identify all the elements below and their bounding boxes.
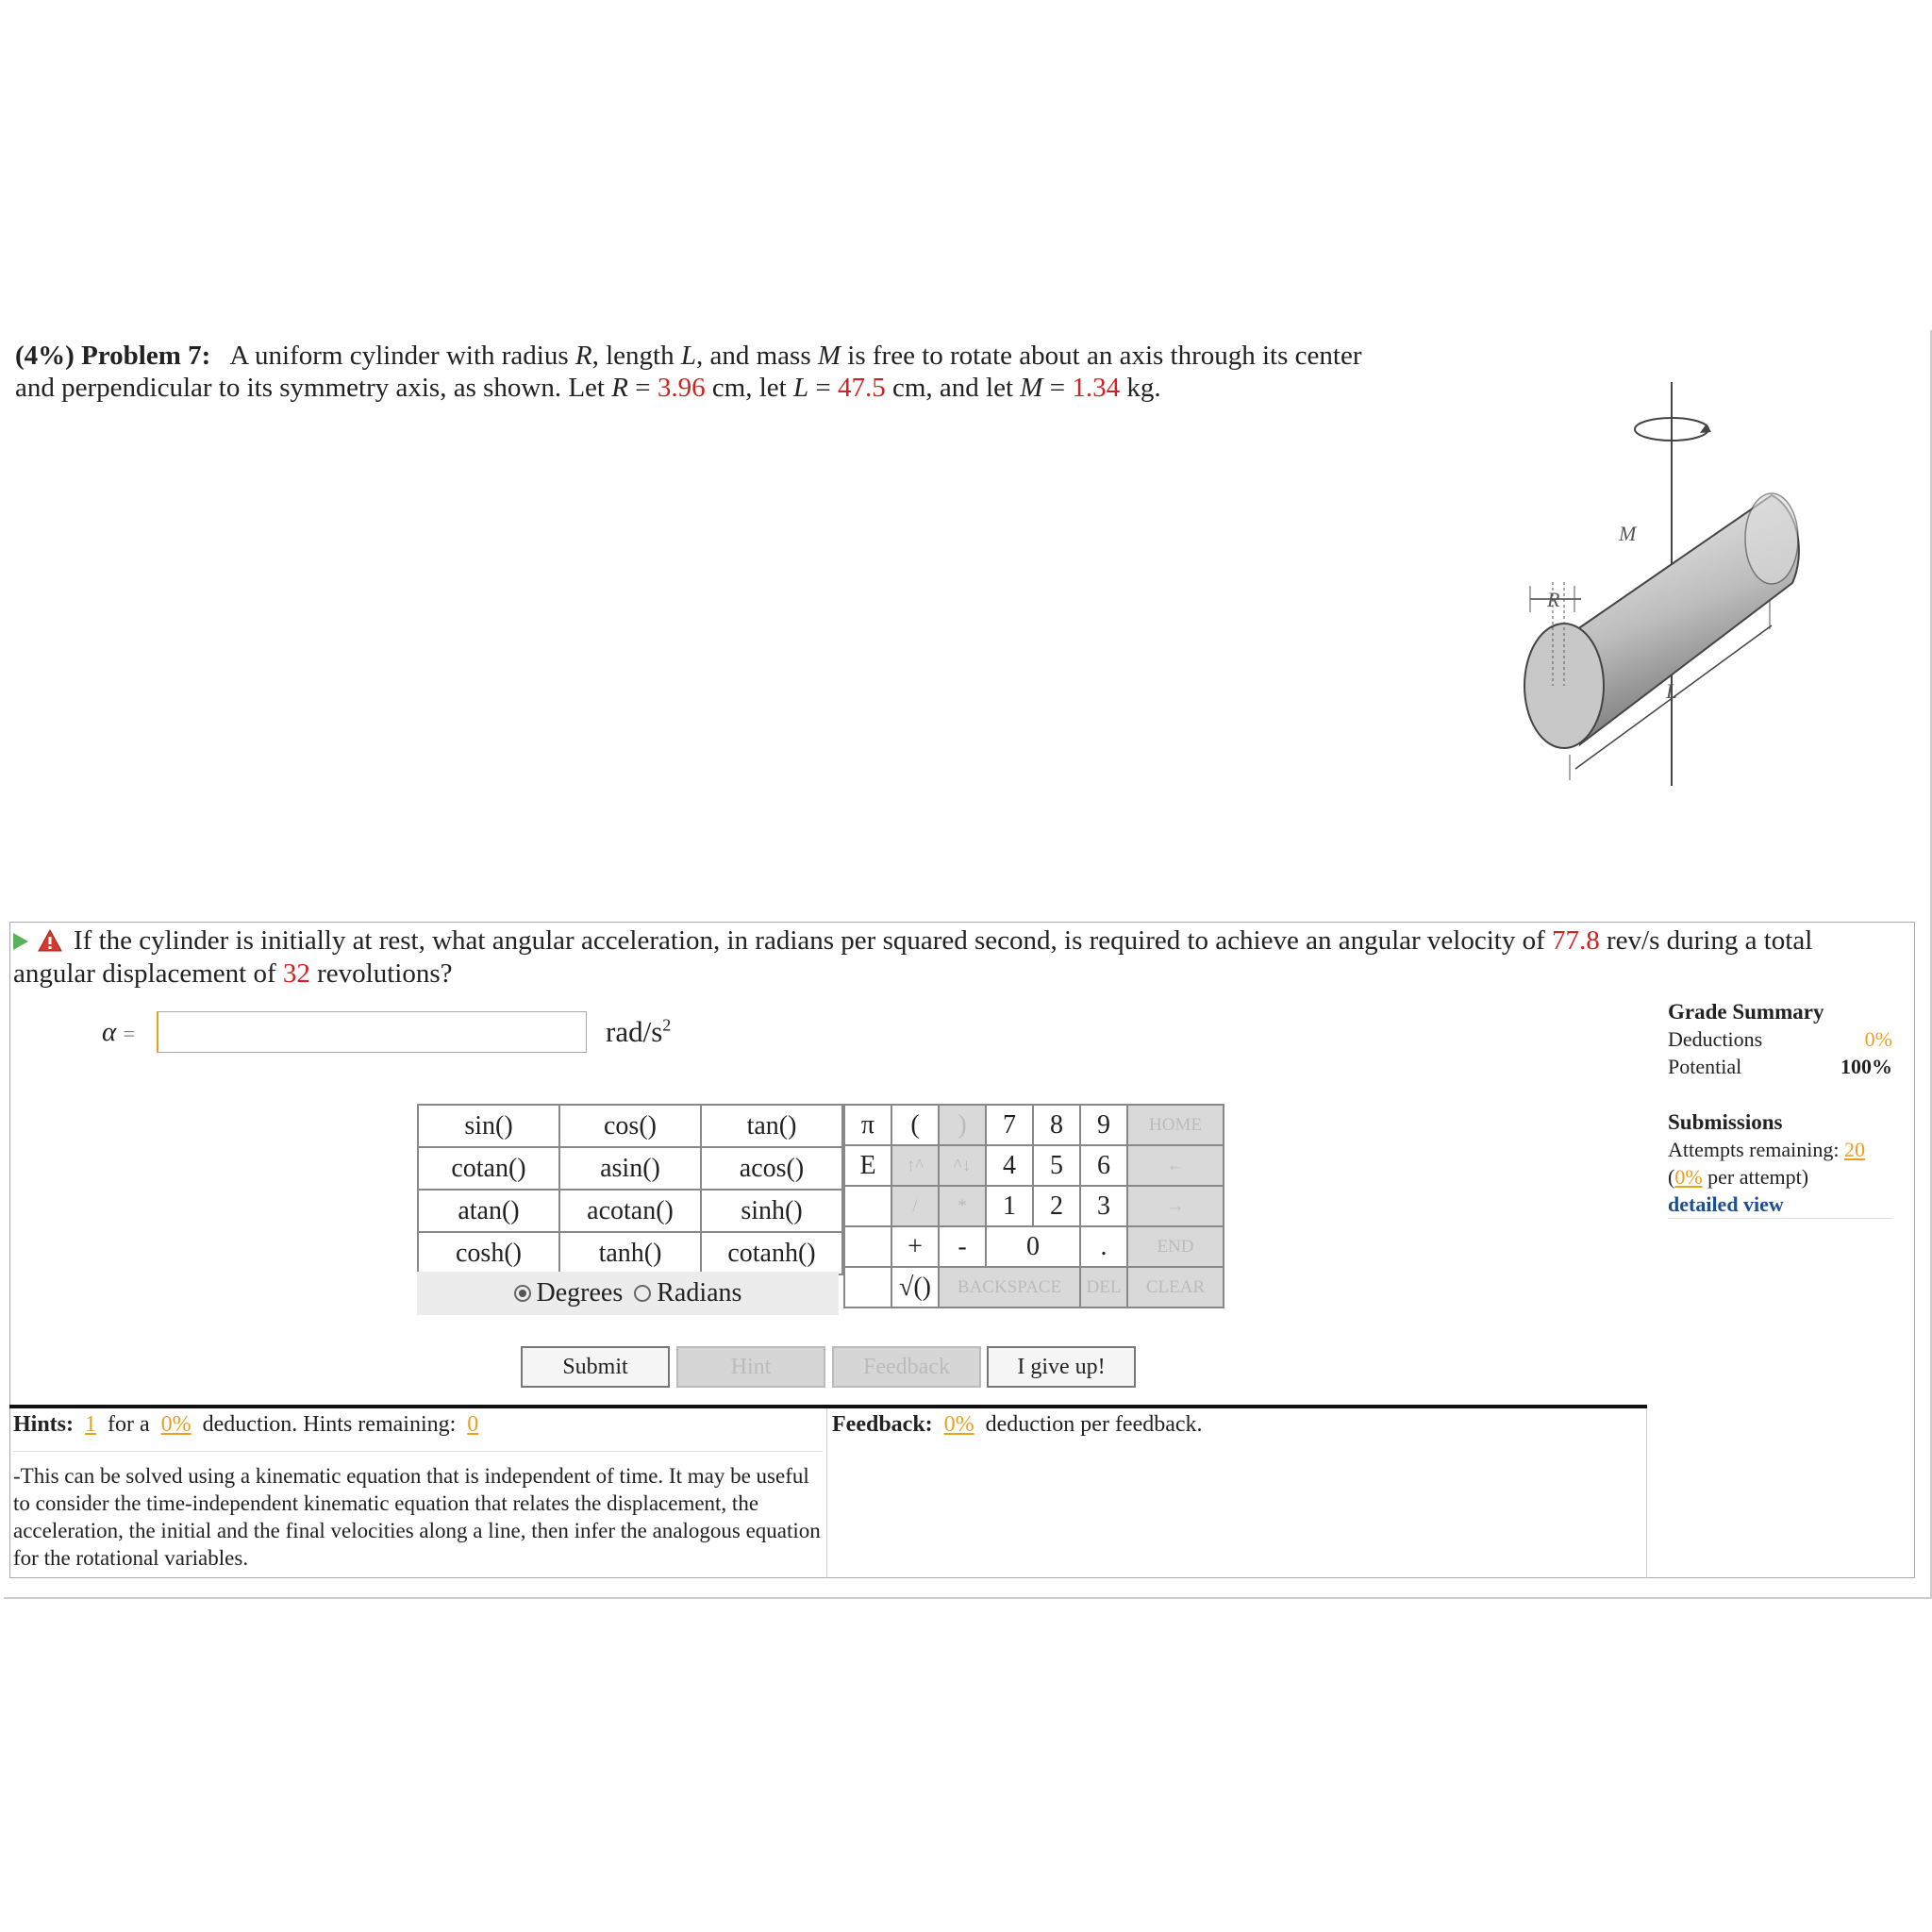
label-l: L: [1666, 679, 1678, 703]
fn-tanh[interactable]: tanh(): [559, 1232, 701, 1274]
grade-summary-title: Grade Summary: [1668, 1000, 1824, 1024]
key-rparen[interactable]: ): [939, 1105, 986, 1145]
answer-label: α =: [102, 1017, 135, 1047]
key-dot[interactable]: .: [1080, 1226, 1127, 1267]
fn-atan[interactable]: atan(): [418, 1190, 559, 1232]
submissions-panel: Submissions Attempts remaining: 20 (0% per attempt) detailed view: [1668, 1108, 1892, 1219]
function-keypad: [417, 1104, 843, 1275]
label-m: M: [1619, 522, 1637, 545]
key-backspace[interactable]: BACKSPACE: [939, 1267, 1080, 1307]
problem-weight: (4%): [15, 341, 75, 371]
key-blank-1: [844, 1186, 891, 1226]
radians-radio[interactable]: [634, 1285, 651, 1302]
feedback-button[interactable]: Feedback: [832, 1346, 981, 1388]
fn-cosh[interactable]: cosh(): [418, 1232, 559, 1274]
attempts-remaining: 20: [1843, 1138, 1865, 1161]
key-3[interactable]: 3: [1080, 1186, 1127, 1226]
key-plus[interactable]: +: [891, 1226, 939, 1267]
submit-button[interactable]: Submit: [521, 1346, 670, 1388]
feedback-summary: Feedback: 0% deduction per feedback.: [832, 1412, 1203, 1437]
key-0[interactable]: 0: [986, 1226, 1080, 1267]
l-value: 47.5: [837, 373, 886, 403]
var-r: R: [575, 341, 592, 371]
key-blank-2: [844, 1226, 891, 1267]
fn-asin[interactable]: asin(): [559, 1147, 701, 1190]
fn-cotanh[interactable]: cotanh(): [701, 1232, 842, 1274]
fn-acos[interactable]: acos(): [701, 1147, 842, 1190]
cylinder-figure: [1472, 373, 1821, 797]
key-8[interactable]: 8: [1033, 1105, 1080, 1145]
key-end[interactable]: END: [1127, 1226, 1224, 1267]
fn-cos[interactable]: cos(): [559, 1105, 701, 1147]
revolutions-value: 32: [282, 958, 310, 989]
key-del[interactable]: DEL: [1080, 1267, 1127, 1307]
hints-count: 1: [85, 1412, 97, 1437]
m-value: 1.34: [1072, 373, 1121, 403]
key-pi[interactable]: π: [844, 1105, 891, 1145]
key-6[interactable]: 6: [1080, 1145, 1127, 1186]
panel-divider-right: [1646, 1408, 1647, 1578]
degrees-radio[interactable]: [514, 1285, 531, 1302]
key-4[interactable]: 4: [986, 1145, 1033, 1186]
key-lparen[interactable]: (: [891, 1105, 939, 1145]
key-multiply[interactable]: *: [939, 1186, 986, 1226]
fn-sin[interactable]: sin(): [418, 1105, 559, 1147]
fn-cotan[interactable]: cotan(): [418, 1147, 559, 1190]
problem-statement: (4%) Problem 7: A uniform cylinder with radius R, length L, and mass M is free to rotate about an axis through its center and perpendicular to its symmetry axis, as shown. Let R = 3.96 cm, let L = 47.5 cm, and let M = 1.34 kg.: [15, 341, 1362, 403]
omega-value: 77.8: [1552, 925, 1600, 956]
key-home[interactable]: HOME: [1127, 1105, 1224, 1145]
key-minus[interactable]: -: [939, 1226, 986, 1267]
hints-summary: Hints: 1 for a 0% deduction. Hints remaining: 0: [13, 1412, 484, 1438]
radians-option[interactable]: Radians: [634, 1278, 741, 1308]
key-9[interactable]: 9: [1080, 1105, 1127, 1145]
key-sqrt[interactable]: √(): [891, 1267, 939, 1307]
answer-input[interactable]: [157, 1011, 587, 1053]
hints-remaining: 0: [467, 1412, 479, 1437]
problem-label: Problem 7:: [81, 341, 211, 371]
key-clear[interactable]: CLEAR: [1127, 1267, 1224, 1307]
play-icon[interactable]: [13, 933, 28, 950]
potential-value: 100%: [1840, 1055, 1892, 1078]
deductions-value: 0%: [1864, 1027, 1892, 1051]
per-attempt-deduction: 0%: [1674, 1165, 1703, 1189]
degrees-option[interactable]: Degrees: [514, 1278, 624, 1308]
hints-separator: [13, 1451, 823, 1452]
angle-mode-selector: [417, 1272, 839, 1315]
fn-sinh[interactable]: sinh(): [701, 1190, 842, 1232]
r-value: 3.96: [657, 373, 706, 403]
warning-icon: [38, 929, 62, 952]
key-down[interactable]: ^↓: [939, 1145, 986, 1186]
key-left[interactable]: ←: [1127, 1145, 1224, 1186]
hints-deduction: 0%: [160, 1412, 192, 1437]
answer-units: rad/$s^2$: [606, 1015, 672, 1048]
key-up[interactable]: ↑^: [891, 1145, 939, 1186]
grade-summary: Grade Summary Deductions 0% Potential 100%: [1668, 1000, 1892, 1078]
number-keypad: [843, 1104, 1224, 1308]
key-divide[interactable]: /: [891, 1186, 939, 1226]
key-e[interactable]: E: [844, 1145, 891, 1186]
fn-acotan[interactable]: acotan(): [559, 1190, 701, 1232]
key-7[interactable]: 7: [986, 1105, 1033, 1145]
feedback-deduction: 0%: [943, 1412, 974, 1437]
give-up-button[interactable]: I give up!: [987, 1346, 1136, 1388]
key-1[interactable]: 1: [986, 1186, 1033, 1226]
panel-divider: [826, 1408, 827, 1578]
var-l: L: [680, 341, 696, 371]
var-m: M: [817, 341, 841, 371]
label-r: R: [1547, 588, 1560, 611]
key-5[interactable]: 5: [1033, 1145, 1080, 1186]
detailed-view-link[interactable]: detailed view: [1668, 1192, 1784, 1216]
key-blank-3: [844, 1267, 891, 1307]
problem-text-1: A uniform cylinder with radius: [229, 341, 569, 371]
fn-tan[interactable]: tan(): [701, 1105, 842, 1147]
key-2[interactable]: 2: [1033, 1186, 1080, 1226]
question-text: If the cylinder is initially at rest, what angular acceleration, in radians per squared second, is required to achieve an angular velocity of 77.8 rev/s during a total angular displacement of 32 revolutions?: [13, 925, 1813, 989]
key-right[interactable]: →: [1127, 1186, 1224, 1226]
hint-text: -This can be solved using a kinematic equation that is independent of time. It may be useful to consider the time-independent kinematic equation that relates the displacement, the acceleration, the initial and the final velocities along a line, then infer the analogous equation for the rotational variables.: [13, 1464, 821, 1570]
hint-button[interactable]: Hint: [676, 1346, 825, 1388]
submissions-title: Submissions: [1668, 1110, 1783, 1134]
